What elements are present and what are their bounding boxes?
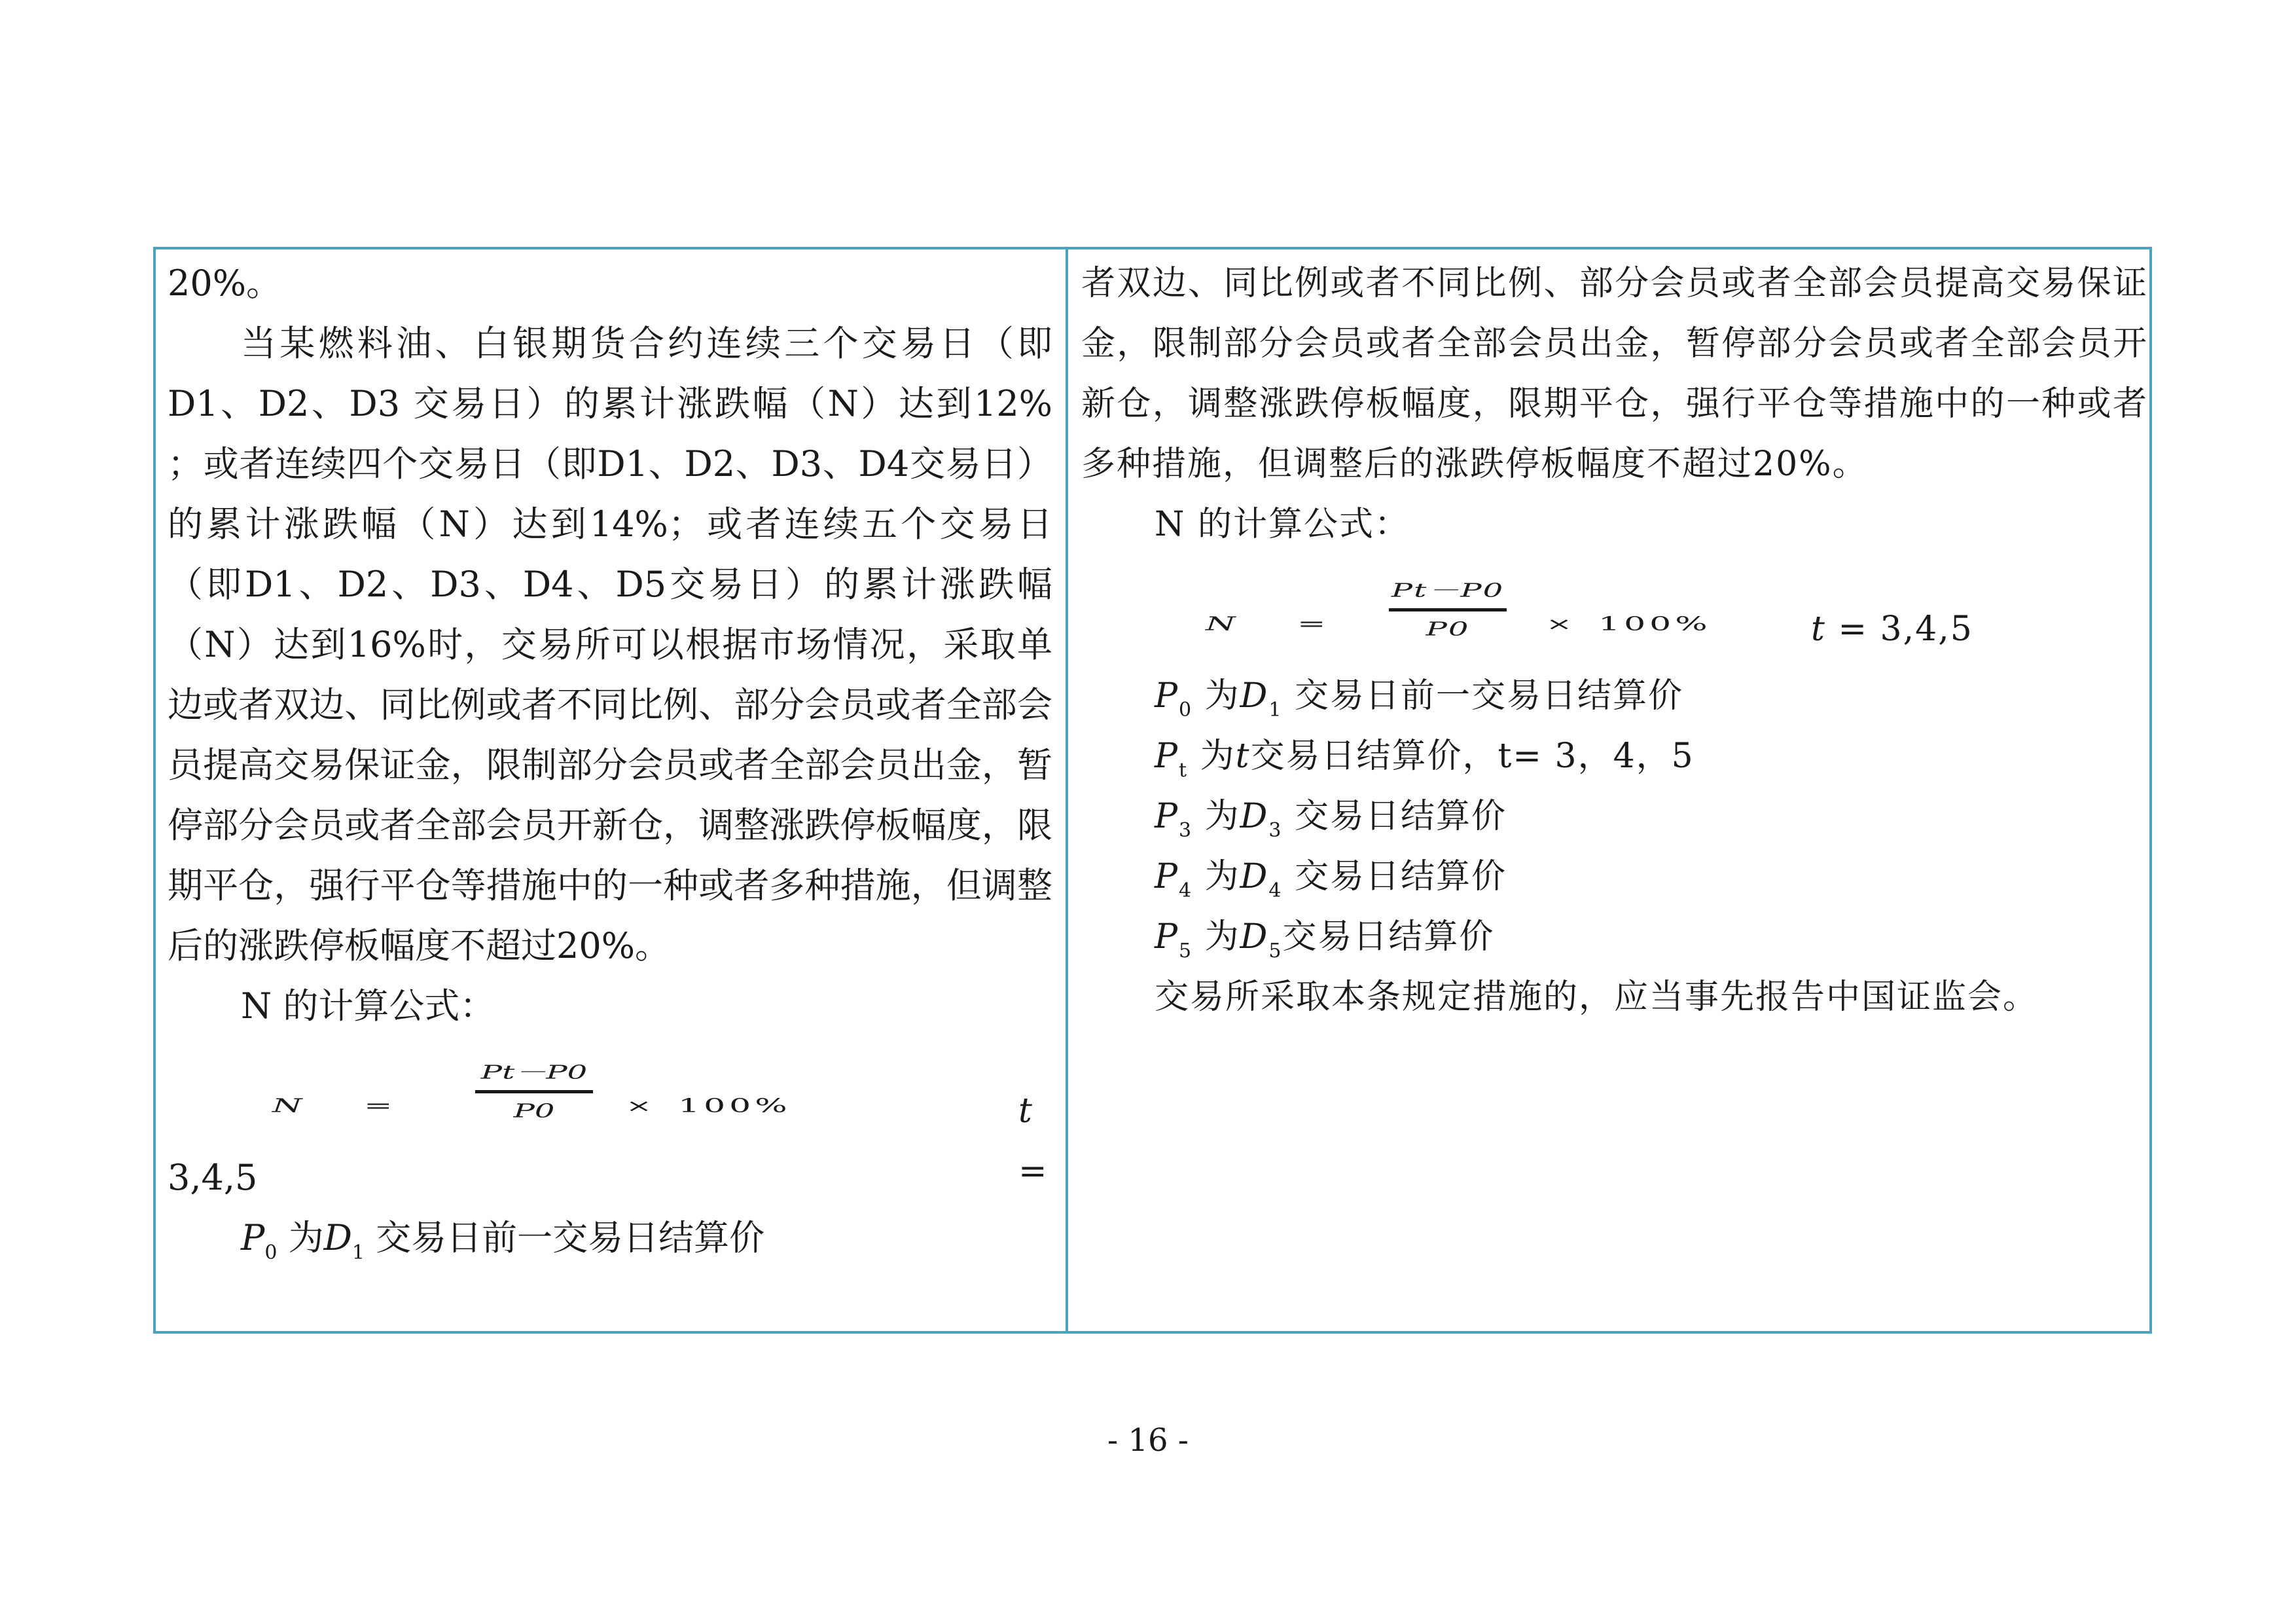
formula-fraction	[1389, 574, 1507, 646]
formula-lhs: N	[272, 1095, 302, 1117]
formula-denominator: P0	[1426, 618, 1470, 640]
definition-p0: $P_0$ 为$D_1$ 交易日前一交易日结算价	[241, 1217, 765, 1264]
formula-numerator: Pt－P0	[1391, 579, 1505, 602]
left-paragraph-rule: 当某燃料油、白银期货合约连续三个交易日（即D1、D2、D3 交易日）的累计涨跌幅（N）达到12% ；或者连续四个交易日（即D1、D2、D3、D4交易日）的累计涨跌幅（N）达到14%；或者连续五个交易日（即D1、D2、D3、D4、D5交易日）的累计涨跌幅（N）达到16%时，交易所可以根据市场情况，采取单边或者双边、同比例或者不同比例、部分会员或者全部会员提高交易保证金，限制部分会员或者全部会员出金，暂停部分会员或者全部会员开新仓，调整涨跌停板幅度，限期平仓，强行平仓等措施中的一种或者多种措施，但调整后的涨跌停板幅度不超过20%。	[168, 323, 1052, 966]
formula-times: ×	[1546, 613, 1574, 634]
formula-factor: 100%	[678, 1095, 791, 1117]
formula-factor: 100%	[1598, 613, 1712, 635]
formula-t-values: 3,4,5	[168, 1157, 258, 1198]
formula-equals: =	[364, 1095, 393, 1117]
formula-times: ×	[626, 1095, 653, 1116]
left-paragraph-continuation: 20%。	[168, 263, 282, 304]
content-table	[153, 247, 2152, 1334]
right-paragraph-continuation: 者双边、同比例或者不同比例、部分会员或者全部会员提高交易保证金，限制部分会员或者全部会员出金，暂停部分会员或者全部会员开新仓，调整涨跌停板幅度，限期平仓，强行平仓等措施中的一种或者多种措施，但调整后的涨跌停板幅度不超过20%。	[1081, 264, 2148, 484]
definition-p3: $P_3$ 为$D_3$ 交易日结算价	[1155, 797, 1507, 842]
formula-equals: =	[1297, 613, 1327, 635]
formula-fraction	[475, 1056, 593, 1127]
definition-p4: $P_4$ 为$D_4$ 交易日结算价	[1155, 857, 1507, 902]
right-formula-intro: N 的计算公式：	[1155, 505, 1410, 544]
right-formula	[1081, 555, 2148, 666]
definition-p0: $P_0$ 为$D_1$ 交易日前一交易日结算价	[1155, 676, 1683, 721]
column-divider	[1066, 249, 1068, 1331]
left-column	[168, 253, 1052, 1327]
formula-numerator: Pt－P0	[480, 1061, 588, 1084]
formula-t-label: t =	[1018, 1091, 1047, 1191]
left-formula-intro: N 的计算公式：	[241, 985, 495, 1027]
formula-denominator: P0	[513, 1100, 555, 1122]
fraction-bar	[475, 1090, 593, 1093]
page-number: - 16 -	[1107, 1422, 1189, 1459]
definition-pt: $P_t$ 为t交易日结算价，t= 3，4，5	[1155, 737, 1695, 782]
closing-sentence: 交易所采取本条规定措施的，应当事先报告中国证监会。	[1155, 977, 2039, 1017]
formula-lhs: N	[1206, 613, 1237, 635]
definition-p5: $P_5$ 为$D_5$交易日结算价	[1155, 917, 1495, 962]
right-column	[1081, 253, 2148, 1327]
formula-t-label: t = 3,4,5	[1811, 610, 1973, 649]
fraction-bar	[1389, 608, 1507, 611]
